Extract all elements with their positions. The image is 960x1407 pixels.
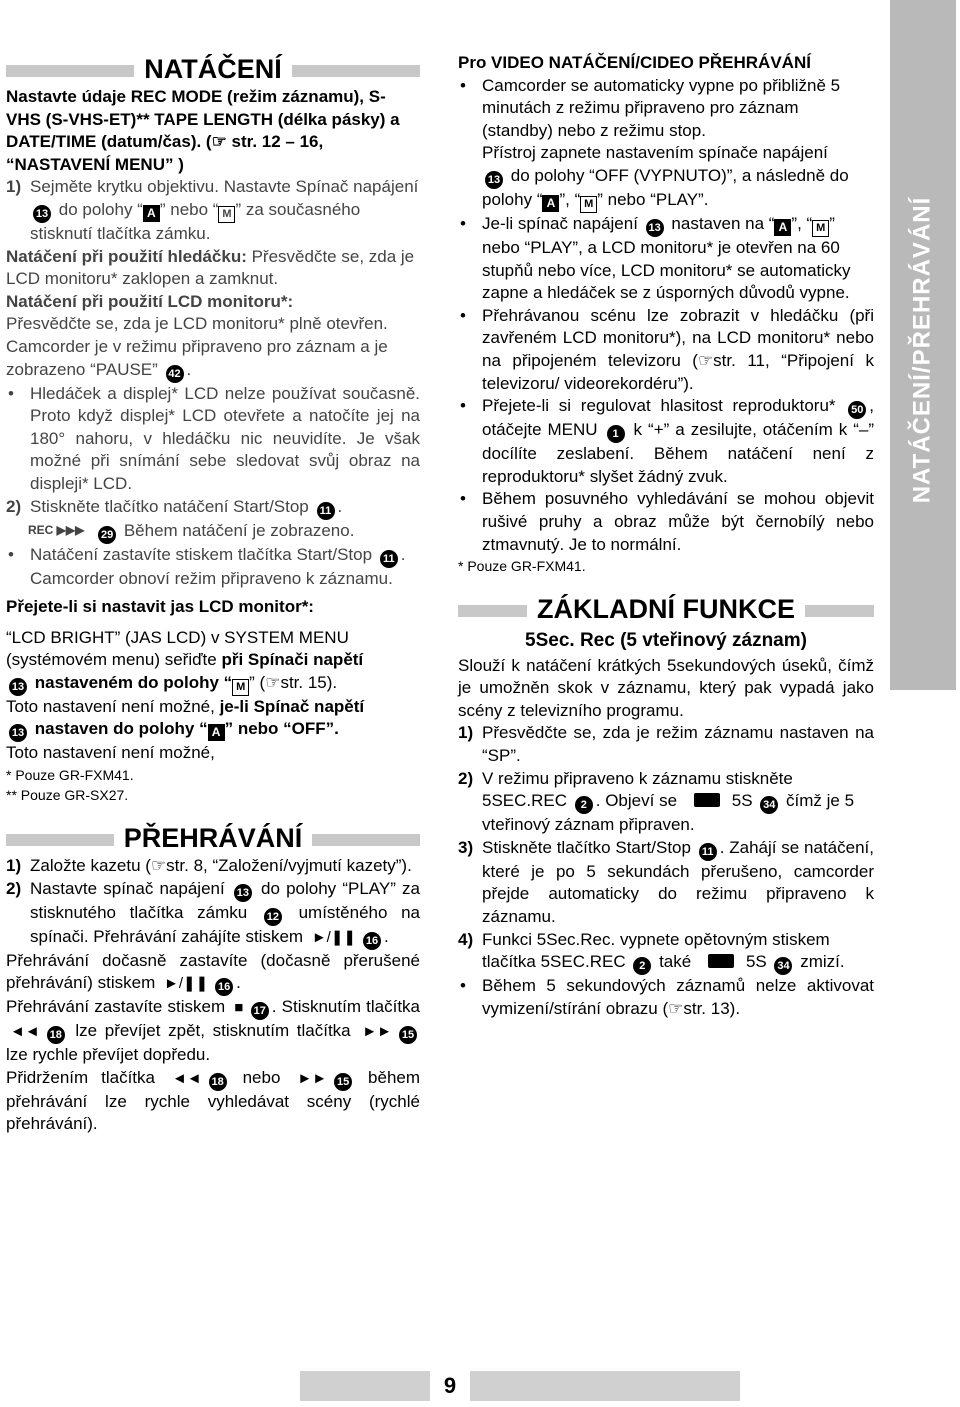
bullet-text: Přejete-li si regulovat hlasitost reproduktoru* xyxy=(482,396,836,416)
bullet-viewfinder-lcd: • Hledáček a displej* LCD nelze používat současně. Proto když displej* LCD otevřete a natočíte jej na 180° nahoru, v hledáčku nic neuvidíte. Je však možné při snímání sebe sledovat svůj obraz na displeji* LCD. xyxy=(6,383,420,496)
cassette-icon xyxy=(708,954,734,968)
stop-paragraph xyxy=(6,996,420,1067)
note-text: Přesvědčte se, zda je LCD monitoru* plně otevřen. xyxy=(6,314,388,334)
brightness-line: nastaveném do polohy “ xyxy=(34,672,233,692)
brightness-line: při Spínači napětí xyxy=(216,650,364,670)
step-text: . Zahájí se natáčení, které je po 5 sekundách přerušeno, camcorder přejde automaticky do režimu připraveno k záznamu. xyxy=(482,837,874,927)
bullet-text: Natáčení zastavíte stiskem tlačítka Start/Stop xyxy=(30,544,373,564)
step-text: 5S xyxy=(745,952,767,972)
brightness-line: Toto nastavení není možné, xyxy=(6,696,215,716)
bullet-text: ” nebo “PLAY”. xyxy=(597,189,709,209)
lcd-note xyxy=(6,291,420,336)
callout-15: 15 xyxy=(334,1073,352,1091)
side-tab xyxy=(890,0,956,690)
step-text: Sejměte krytku objektivu. Nastavte Spínač napájení xyxy=(30,177,419,197)
step-text: také xyxy=(659,952,692,972)
callout-13: 13 xyxy=(33,205,51,223)
brightness-line: nastaven do polohy “ xyxy=(34,719,208,739)
brightness-line: ” nebo “OFF”. xyxy=(224,719,339,739)
paragraph-text: Přehrávání dočasně zastavíte (dočasně přerušené přehrávání) stiskem xyxy=(6,950,420,993)
fast-forward-icon: ►► xyxy=(297,1069,328,1087)
5sec-step-4 xyxy=(458,929,874,976)
pause-paragraph: Přehrávání dočasně zastavíte (dočasně přerušené přehrávání) stiskem ►/❚❚ 16 . xyxy=(6,950,420,997)
section-title: NATÁČENÍ xyxy=(134,54,292,84)
step-text: V režimu připraveno k záznamu stiskněte xyxy=(482,768,793,788)
bullet-text: Přístroj zapnete nastavením spínače napájení xyxy=(482,143,828,163)
bullet-search-noise: • Během posuvného vyhledávání se mohou objevit rušivé pruhy a obraz může být černobílý nebo ztmavnutý. Je to normální. xyxy=(458,488,874,556)
mode-a-icon: A xyxy=(774,219,791,236)
mode-m-icon: M xyxy=(580,196,597,213)
footnote-sx27: ** Pouze GR-SX27. xyxy=(6,787,129,804)
brightness-line: Toto nastavení není možné, xyxy=(6,743,215,763)
mode-m-icon: M xyxy=(218,206,235,223)
mode-a-icon: A xyxy=(542,195,559,212)
bullet-text: do polohy “OFF (VYPNUTO)”, a následně do polohy “ xyxy=(482,165,849,209)
play-step-1 xyxy=(6,855,420,878)
bullet-text: , otáčejte MENU xyxy=(482,396,874,440)
callout-34: 34 xyxy=(760,796,778,814)
step-text: . Objeví se xyxy=(595,791,678,811)
bullet-lcd-auto xyxy=(458,213,874,305)
step-number: 3) xyxy=(458,837,474,857)
paragraph-text: nebo xyxy=(242,1067,281,1087)
section-heading-zakladni-funkce xyxy=(458,592,874,626)
step-text: ” za současného stisknutí tlačítka zámku. xyxy=(30,199,361,243)
5sec-step-3 xyxy=(458,837,874,929)
step-text: ” nebo “ xyxy=(159,199,219,219)
page-number-bar xyxy=(300,1371,740,1401)
step-number: 4) xyxy=(458,929,474,949)
step-text: Nastavte spínač napájení xyxy=(30,878,225,898)
step-text: Přesvědčte se, zda je režim záznamu nastaven na “SP”. xyxy=(482,723,874,766)
paragraph-text: během přehrávání lze rychle vyhledávat scény (rychlé přehrávání). xyxy=(6,1067,421,1134)
intro-paragraph: Nastavte údaje REC MODE (režim záznamu), S-VHS (S-VHS-ET)** TAPE LENGTH (délka pásky) a DATE/TIME (datum/čas). (☞ str. 12 – 16, “NASTAVENÍ MENU” ) xyxy=(6,87,400,174)
rec-text: Během natáčení je zobrazeno. xyxy=(123,520,355,540)
step-text: 5S xyxy=(731,791,753,811)
bullet-text: ”, “ xyxy=(559,189,581,209)
brightness-text xyxy=(6,627,420,765)
5sec-step-2 xyxy=(458,768,874,837)
paragraph-text: Přidržením tlačítka xyxy=(6,1067,155,1087)
step-text: Stiskněte tlačítko Start/Stop xyxy=(482,837,691,857)
brightness-line: “LCD BRIGHT” (JAS LCD) v SYSTEM MENU (systémovém menu) seřiďte xyxy=(6,627,349,670)
5sec-step-1 xyxy=(458,722,874,767)
stop-icon: ■ xyxy=(234,999,244,1017)
play-pause-icon: ►/❚❚ xyxy=(311,928,356,946)
callout-50: 50 xyxy=(848,401,866,419)
callout-12: 12 xyxy=(264,908,282,926)
bullet-stop-recording xyxy=(6,544,420,591)
step-text: do polohy “ xyxy=(58,199,143,219)
step-text: zmizí. xyxy=(800,952,845,972)
step-text: 5SEC.REC xyxy=(482,791,568,811)
side-tab-label: NATÁČENÍ/PŘEHRÁVÁNÍ xyxy=(908,196,936,504)
step-text: Založte kazetu (☞str. 8, “Založení/vyjmutí kazety”). xyxy=(30,856,412,876)
note-label: Natáčení při použití hledáčku: xyxy=(6,246,247,266)
play-step-2: 2) Nastavte spínač napájení 13 do polohy “PLAY” za stisknutého tlačítka zámku 12 umístěného na spínači. Přehrávání zahájíte stiskem ►/❚❚ 16 . xyxy=(6,878,420,950)
callout-13: 13 xyxy=(646,219,664,237)
footnote-fxm41: * Pouze GR-FXM41. xyxy=(458,558,586,575)
callout-15: 15 xyxy=(399,1026,417,1044)
pause-note: Camcorder je v režimu připraveno pro záznam a je zobrazeno “PAUSE” 42 . xyxy=(6,336,420,383)
viewfinder-note xyxy=(6,246,420,291)
bullet-playback-view: • Přehrávanou scénu lze zobrazit v hledáčku (při zavřeném LCD monitoru*), na LCD monitoru* nebo na připojeném televizoru (☞str. 11, “Připojení k televizoru/ videorekordéru”). xyxy=(458,305,874,395)
step-2: 2) Stiskněte tlačítko natáčení Start/Stop 11 . xyxy=(6,496,420,520)
step-number: 1) xyxy=(458,723,474,743)
brightness-heading: Přejete-li si nastavit jas LCD monitor*: xyxy=(6,597,314,617)
rec-indicator-line xyxy=(6,520,420,544)
play-pause-icon: ►/❚❚ xyxy=(164,975,209,993)
search-paragraph xyxy=(6,1067,420,1136)
step-text: do polohy “PLAY” za stisknutého tlačítka zámku xyxy=(30,878,420,922)
callout-13: 13 xyxy=(9,678,27,696)
callout-13: 13 xyxy=(9,724,27,742)
bullet-text: nastaven na “ xyxy=(671,213,775,233)
note-text: Přesvědčte se, zda je LCD monitoru* zaklopen a zamknut. xyxy=(6,246,415,289)
paragraph-text: . Stisknutím tlačítka xyxy=(271,997,420,1017)
bullet-5sec-wipe: • Během 5 sekundových záznamů nelze aktivovat vymizení/stírání obrazu (☞str. 13). xyxy=(458,975,874,1020)
step-number: 1) xyxy=(6,856,22,876)
note-label: Natáčení při použití LCD monitoru*: xyxy=(6,291,294,311)
callout-11: 11 xyxy=(699,843,717,861)
bullet-auto-off xyxy=(458,75,874,213)
rewind-icon: ◄◄ xyxy=(10,1023,40,1041)
cassette-icon xyxy=(694,793,720,807)
step-text: čímž je 5 vteřinový záznam připraven. xyxy=(482,791,855,835)
footnote-fxm41: * Pouze GR-FXM41. xyxy=(6,767,134,784)
callout-18: 18 xyxy=(47,1026,65,1044)
section-heading-přehrávání xyxy=(6,821,420,855)
callout-18: 18 xyxy=(209,1073,227,1091)
rec-indicator-icon: REC ▶▶▶ xyxy=(28,522,85,537)
paragraph-text: lze převíjet zpět, stisknutím tlačítka xyxy=(75,1021,351,1041)
step-text: umístěného na spínači. Přehrávání zahájíte stiskem xyxy=(30,902,420,946)
callout-17: 17 xyxy=(251,1002,269,1020)
step-number: 2) xyxy=(6,878,22,898)
fast-forward-icon: ►► xyxy=(362,1023,392,1041)
mode-a-icon: A xyxy=(208,724,225,741)
bullet-text: Je-li spínač napájení xyxy=(482,213,638,233)
step-number: 2) xyxy=(6,496,22,516)
step-number: 1) xyxy=(6,177,22,197)
rewind-icon: ◄◄ xyxy=(171,1069,202,1087)
bullet-text: ” nebo “PLAY”, a LCD monitoru* je otevřen na 60 stupňů nebo více, LCD monitoru* se automaticky zapne a hledáček se z úsporných důvodů vypne. xyxy=(482,213,851,303)
callout-29: 29 xyxy=(98,526,116,544)
note-text: Camcorder je v režimu připraveno pro záznam a je zobrazeno “PAUSE” xyxy=(6,336,388,379)
bullet-text: ”, “ xyxy=(791,213,813,233)
step-text: Funkci 5Sec.Rec. vypnete opětovným stiskem tlačítka 5SEC.REC xyxy=(482,929,830,972)
callout-2: 2 xyxy=(575,796,593,814)
callout-11: 11 xyxy=(380,550,398,568)
callout-16: 16 xyxy=(215,978,233,996)
5sec-intro: Slouží k natáčení krátkých 5sekundových úseků, čímž je umožněn skok v záznamu, který pak vypadá jako scény z televizního programu. xyxy=(458,655,874,720)
paragraph-text: lze rychle převíjet dopředu. xyxy=(6,1045,211,1065)
left-column xyxy=(6,0,420,1136)
callout-13: 13 xyxy=(485,171,503,189)
callout-16: 16 xyxy=(363,932,381,950)
bullet-text: Camcorder se automaticky vypne po přibližně 5 minutách z režimu připraveno pro záznam (standby) nebo z režimu stop. xyxy=(482,75,841,140)
callout-11: 11 xyxy=(317,502,335,520)
mode-a-icon: A xyxy=(143,205,160,222)
callout-34: 34 xyxy=(774,957,792,975)
right-column xyxy=(458,52,874,1020)
bullet-text: k “+” a zesilujte, otáčením k “–” docílíte zeslabení. Během natáčení není z reproduktoru* slyšet žádný zvuk. xyxy=(482,420,874,486)
page-number: 9 xyxy=(430,1371,470,1401)
step-text: Stiskněte tlačítko natáčení Start/Stop xyxy=(30,496,309,516)
callout-2: 2 xyxy=(633,957,651,975)
step-number: 2) xyxy=(458,768,474,788)
mode-m-icon: M xyxy=(232,679,249,696)
paragraph-text: Přehrávání zastavíte stiskem xyxy=(6,997,226,1017)
mode-m-icon: M xyxy=(812,220,829,237)
callout-13: 13 xyxy=(234,884,252,902)
callout-42: 42 xyxy=(166,365,184,383)
subsection-5sec: 5Sec. Rec (5 vteřinový záznam) xyxy=(525,630,807,652)
step-1 xyxy=(6,176,420,245)
bullet-text: . Camcorder obnoví režim připraveno k záznamu. xyxy=(30,544,406,588)
section-heading-natáčení xyxy=(6,52,420,86)
section-title: PŘEHRÁVÁNÍ xyxy=(114,823,313,853)
section-title: ZÁKLADNÍ FUNKCE xyxy=(527,594,805,624)
brightness-line: ” (☞str. 15). xyxy=(249,672,338,692)
callout-1: 1 xyxy=(607,425,625,443)
bullet-volume xyxy=(458,395,874,488)
subheading-video: Pro VIDEO NATÁČENÍ/CIDEO PŘEHRÁVÁNÍ xyxy=(458,53,811,72)
brightness-line: je-li Spínač napětí xyxy=(214,696,365,716)
